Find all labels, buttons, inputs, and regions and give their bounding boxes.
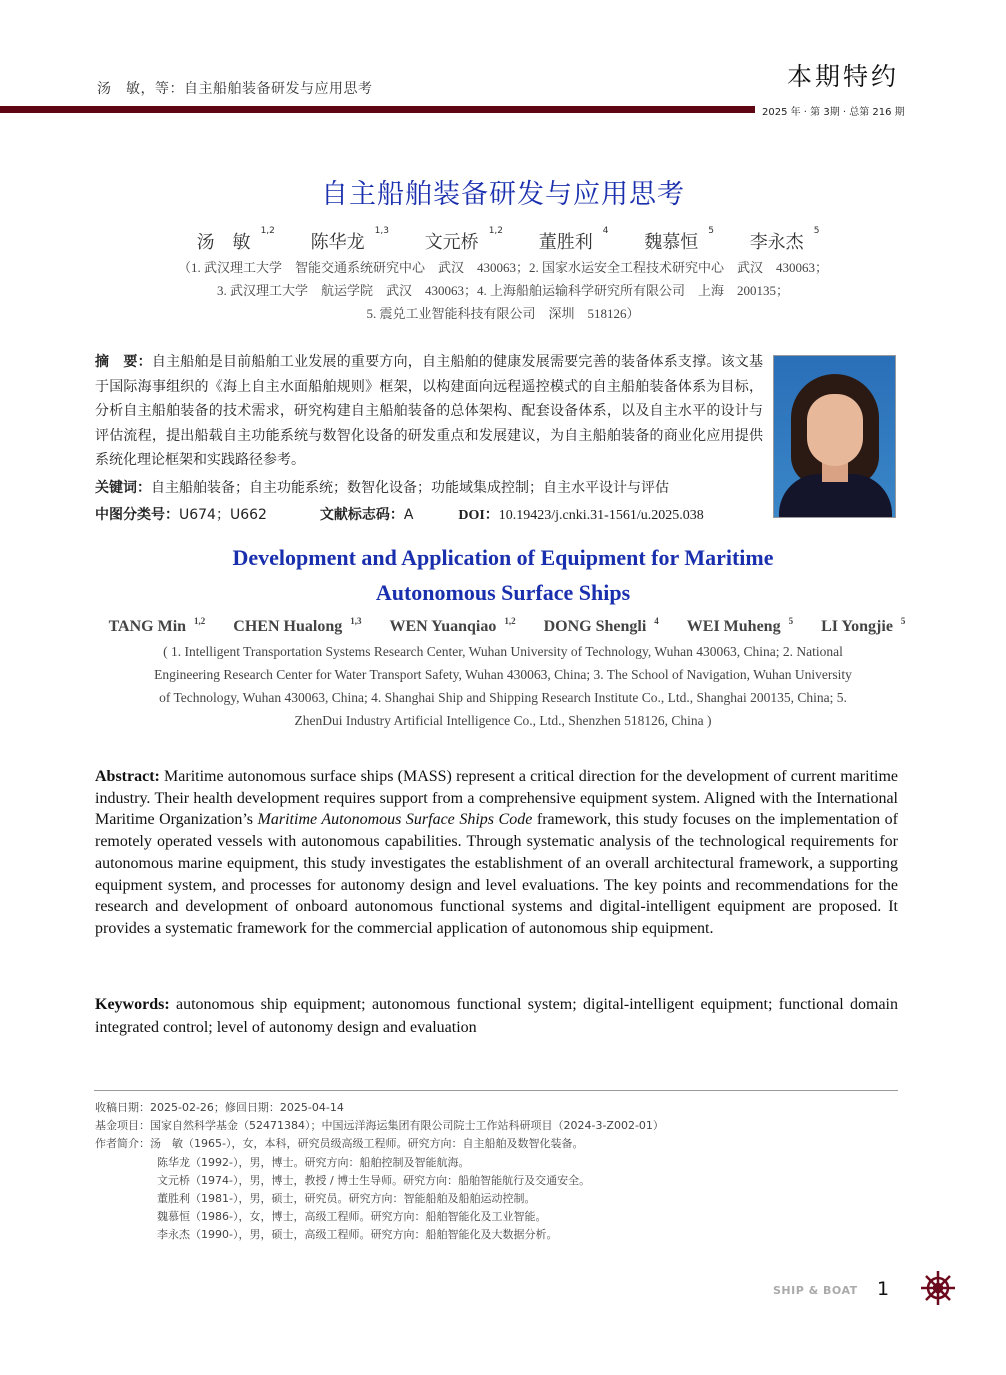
author: 陈华龙$^{1,3}$ [310, 226, 389, 253]
authors-en: TANG Min $^{1,2}$ CHEN Hualong $^{1,3}$ WEN Yuanqiao $^{1,2}$ DONG Shengli $^4$ WEI Muheng $^5$ LI Yongjie $^5$ [108, 616, 906, 635]
header-bar [0, 106, 755, 113]
ship-wheel-icon [920, 1270, 956, 1311]
keywords-en: Keywords: autonomous ship equipment; autonomous functional system; digital-intelligent equipment; functional domain integrated control; level of autonomy design and evaluation [95, 996, 898, 1036]
affiliations-en: ( 1. Intelligent Transportation Systems Research Center, Wuhan University of Technology, Wuhan 430063, China; 2. National Engineering Research Center for Water Transport Safety, Wuhan 430063, China; 3. The School of Navigation, Wuhan University of Technology, Wuhan 430063, China; 4. Shanghai Ship and Shipping Research Institute Co., Ltd., Shanghai 200135, China; 5. ZhenDui Industry Artificial Intelligence Co., Ltd., Shenzhen 518126, China ) [154, 644, 852, 728]
author: 李永杰$^5$ [749, 226, 820, 253]
affiliations-cn: （1. 武汉理工大学 智能交通系统研究中心 武汉 430063；2. 国家水运安全工程技术研究中心 武汉 430063； 3. 武汉理工大学 航运学院 武汉 430063；4. 上海船舶运输科学研究所有限公司 上海 200135； 5. 震兑工业智能科技有限公司 深圳 518126） [177, 260, 828, 321]
author: 汤 敏$^{1,2}$ [196, 226, 275, 253]
page-number: 1 [877, 1278, 890, 1300]
title-cn: 自主船舶装备研发与应用思考 [321, 179, 685, 210]
column-title: 本期特约 [786, 62, 899, 91]
author: 魏慕恒$^5$ [644, 226, 714, 253]
author-photo [773, 355, 896, 518]
issue-info: 2025 年 · 第 3期 · 总第 216 期 [762, 107, 905, 118]
footnote-divider [94, 1090, 898, 1091]
running-title: 汤 敏，等：自主船舶装备研发与应用思考 [97, 81, 373, 97]
author: 文元桥$^{1,2}$ [424, 226, 504, 253]
classification: 中图分类号：U674；U662 文献标志码：A DOI：10.19423/j.cnki.31-1561/u.2025.038 [95, 507, 704, 523]
authors-cn [0, 228, 1006, 254]
title-en: Development and Application of Equipment for Maritime Autonomous Surface Ships [232, 545, 774, 605]
abstract-en: Abstract: Maritime autonomous surface ships (MASS) represent a critical direction for the development of current maritime industry. Their health development requires support from a comprehensive equipment system. Aligned with the International Maritime Organization’s Maritime Autonomous Surface Ships Code framework, this study focuses on the implementation of remotely operated vessels with autonomous capabilities. Through systematic analysis of the technological requirements for autonomous marine equipment, this study investigates the establishment of an overall architectural framework, a supporting equipment system, and processes for autonomy design and level evaluations. The key points and recommendations for the research and development of onboard autonomous functional systems and digital-intelligent equipment are proposed. It provides a systematic framework for the commercial application of autonomous ship equipment. [95, 768, 898, 937]
author: 董胜利$^4$ [538, 226, 609, 253]
abstract-cn: 摘 要：自主船舶是目前船舶工业发展的重要方向，自主船舶的健康发展需要完善的装备体系支撑。该文基于国际海事组织的《海上自主水面船舶规则》框架，以构建面向远程遥控模式的自主船舶装备体系为目标，分析自主船舶装备的技术需求，研究构建自主船舶装备的总体架构、配套设备体系，以及自主水平的设计与评估流程，提出船载自主功能系统与数智化设备的研发重点和发展建议，为自主船舶装备的商业化应用提供系统化理论框架和实践路径参考。 关键词：自主船舶装备；自主功能系统；数智化设备；功能域集成控制；自主水平设计与评估 中图分类号：U674；U662 文献标志码：A DOI：10.19423/j.cnki.31-1561/u.2025.038 [95, 350, 763, 529]
footnotes: 收稿日期：2025-02-26；修回日期：2025-04-14 基金项目：国家自然科学基金（52471384）；中国远洋海运集团有限公司院士工作站科研项目（2024-3-Z002-01） 作者简介：汤 敏（1965-），女，本科，研究员级高级工程师。研究方向：自主船舶及数智化装备。 陈华龙（1992-），男，博士。研究方向：船舶控制及智能航海。 文元桥（1974-），男，博士，教授 / 博士生导师。研究方向：船舶智能航行及交通安全。 董胜利（1981-），男，硕士，研究员。研究方向：智能船舶及船舶运动控制。 魏慕恒（1986-），女，博士，高级工程师。研究方向：船舶智能化及工业智能。 李永杰（1990-），男，硕士，高级工程师。研究方向：船舶智能化及大数据分析。 [95, 1101, 664, 1242]
journal-brand: SHIP & BOAT [773, 1284, 858, 1297]
